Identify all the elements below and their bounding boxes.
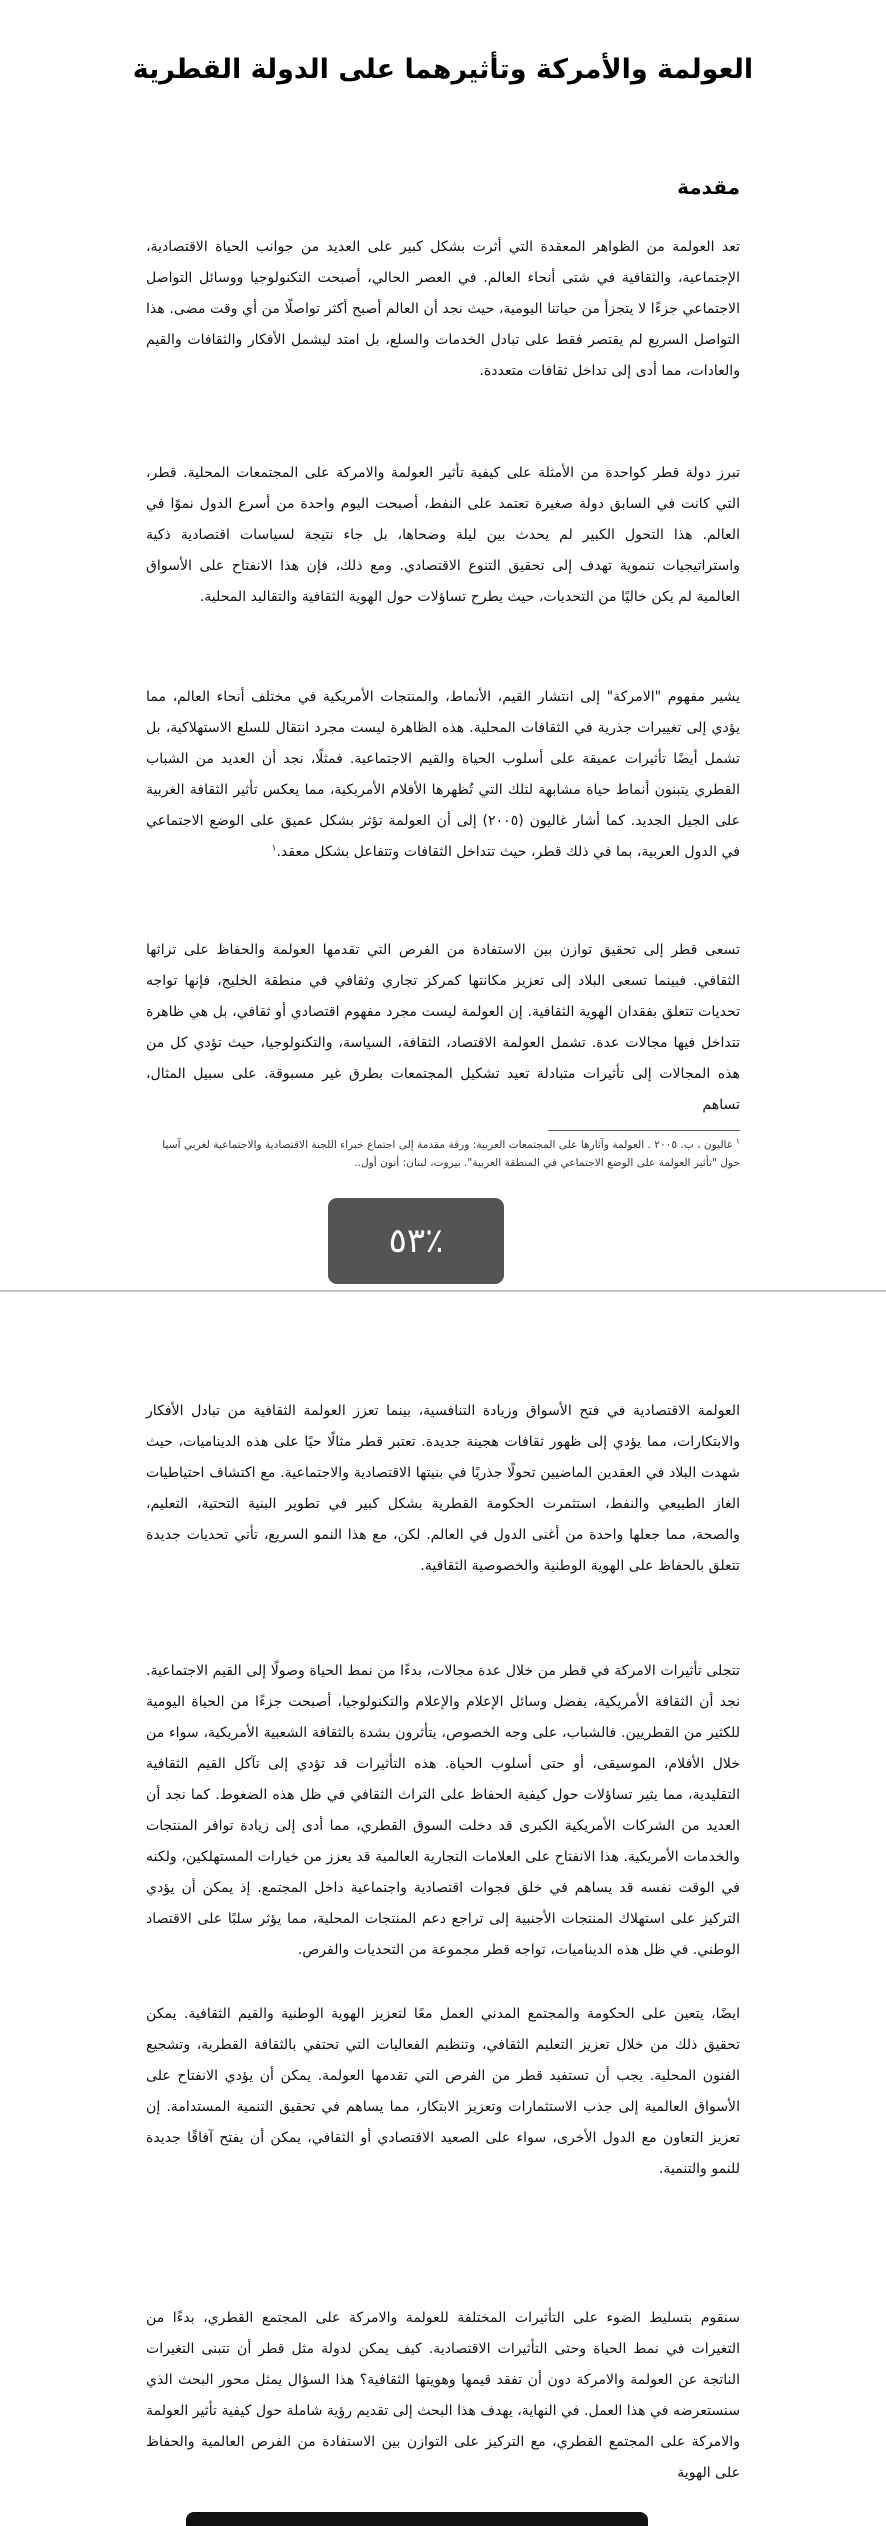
paragraph: تتجلى تأثيرات الامركة في قطر من خلال عدة مجالات، بدءًا من نمط الحياة وصولًا إلى القيم الاجتماعية. نجد أن الثقافة الأمريكية، بفضل وسائل الإعلام والإعلام والتكنولوجيا، أصبحت جزءًا من الحياة اليومية للكثير من القطريين. فالشباب، على وجه الخصوص، يتأثرون بشدة بالثقافة الشعبية الأمريكية، سواء من خلال الأفلام، الموسيقى، أو حتى أسلوب الحياة. هذه التأثيرات قد تؤدي إلى تآكل القيم الثقافية التقليدية، مما يثير تساؤلات حول كيفية الحفاظ على التراث الثقافي في ظل هذه الضغوط. كما نجد أن العديد من الشركات الأمريكية الكبرى قد دخلت السوق القطري، مما أدى إلى زيادة توافر المنتجات والخدمات الأمريكية. هذا الانفتاح على العلامات التجارية العالمية قد يعزز من خيارات المستهلكين، ولكنه في الوقت نفسه قد يساهم في خلق فجوات اقتصادية واجتماعية داخل المجتمع. إذ يمكن أن يؤدي التركيز على استهلاك المنتجات الأجنبية إلى تراجع دعم المنتجات المحلية، مما يؤثر سلبًا على الاقتصاد الوطني. في ظل هذه الديناميات، تواجه قطر مجموعة من التحديات والفرص. (146, 1663, 740, 1958)
paragraph: سنقوم بتسليط الضوء على التأثيرات المختلفة للعولمة والامركة على المجتمع القطري، بدءًا من التغيرات في نمط الحياة وحتى التأثيرات الاقتصادية. كيف يمكن لدولة مثل قطر أن تتبنى التغيرات الناتجة عن العولمة والامركة دون أن تفقد قيمها وهويتها الثقافية؟ هذا السؤال يمثل محور البحث الذي سنستعرضه في هذا العمل. في النهاية، يهدف هذا البحث إلى تقديم رؤية شاملة حول كيفية تأثير العولمة والامركة على المجتمع القطري، مع التركيز على التوازن بين الاستفادة من الفرص العالمية والحفاظ على الهوية (146, 2310, 740, 2481)
footnote (146, 1136, 740, 1172)
paragraph-text: يشير مفهوم "الامركة" إلى انتشار القيم، الأنماط، والمنتجات الأمريكية في مختلف أنحاء العالم، مما يؤدي إلى تغييرات جذرية في الثقافات المحلية. هذه الظاهرة ليست مجرد انتقال للسلع الاستهلاكية، بل تشمل أيضًا تأثيرات عميقة على أسلوب الحياة والقيم الاجتماعية. فمثلًا، نجد أن العديد من الشباب القطري يتبنون أنماط حياة مشابهة لتلك التي تُظهرها الأفلام الأمريكية، مما يعكس تأثير الثقافة الغربية على الجيل الجديد. كما أشار غاليون (٢٠٠٥) إلى أن العولمة تؤثر بشكل عميق على الوضع الاجتماعي في الدول العربية، بما في ذلك قطر، حيث تتداخل الثقافات وتتفاعل بشكل معقد. (146, 689, 740, 860)
footnote-text: غاليون ، ب. ٢٠٠٥ . العولمة وآثارها على المجتمعات العربية: ورقة مقدمة إلى اجتماع خبراء اللجنة الاقتصادية والاجتماعية لغربي آسيا حول "تأثير العولمة على الوضع الاجتماعي في المنطقة العربية". بيروت، لبنان: أنون أول.. (162, 1139, 740, 1169)
reading-progress-badge (328, 1198, 504, 1284)
paragraph: تبرز دولة قطر كواحدة من الأمثلة على كيفية تأثير العولمة والامركة على المجتمعات المحلية. قطر، التي كانت في السابق دولة صغيرة تعتمد على النفط، أصبحت اليوم واحدة من أسرع الدول نموًا في العالم. هذا التحول الكبير لم يحدث بين ليلة وضحاها، بل جاء نتيجة لسياسات اقتصادية ذكية واستراتيجيات تنموية تهدف إلى تحقيق التنوع الاقتصادي. ومع ذلك، فإن هذا الانفتاح على الأسواق العالمية لم يكن خاليًا من التحديات، حيث يطرح تساؤلات حول الهوية الثقافية والتقاليد المحلية. (146, 465, 740, 605)
footnote-number: ١ (735, 1136, 740, 1146)
bottom-toolbar-edge[interactable] (186, 2512, 648, 2526)
paragraph: ايضًا، يتعين على الحكومة والمجتمع المدني العمل معًا لتعزيز الهوية الوطنية والقيم الثقافية. يمكن تحقيق ذلك من خلال تعزيز التعليم الثقافي، وتنظيم الفعاليات التي تحتفي بالثقافة القطرية، وتشجيع الفنون المحلية. يجب أن تستفيد قطر من الفرص التي تقدمها العولمة. يمكن أن يؤدي الانفتاح على الأسواق العالمية إلى جذب الاستثمارات وتعزيز الابتكار، مما يساهم في تحقيق التنمية المستدامة. إن تعزيز التعاون مع الدول الأخرى، سواء على الصعيد الاقتصادي أو الثقافي، يمكن أن يفتح آفاقًا جديدة للنمو والتنمية. (146, 2006, 740, 2177)
footnote-divider (548, 1130, 740, 1131)
document-title: العولمة والأمركة وتأثيرهما على الدولة القطرية (132, 54, 754, 85)
section-heading-introduction: مقدمة (677, 175, 740, 199)
paragraph: تعد العولمة من الظواهر المعقدة التي أثرت بشكل كبير على العديد من جوانب الحياة الاقتصادية، الإجتماعية، والثقافية في شتى أنحاء العالم. في العصر الحالي، أصبحت التكنولوجيا ووسائل التواصل الاجتماعي جزءًا لا يتجزأ من حياتنا اليومية، حيث نجد أن العالم أصبح أكثر تواصلًا من أي وقت مضى. هذا التواصل السريع لم يقتصر فقط على تبادل الخدمات والسلع، بل امتد ليشمل الأفكار والثقافات والقيم والعادات، مما أدى إلى تداخل ثقافات متعددة. (146, 239, 740, 379)
reading-progress-label: ٪٥٣ (388, 1221, 444, 1261)
paragraph: العولمة الاقتصادية في فتح الأسواق وزيادة التنافسية، بينما تعزز العولمة الثقافية من تبادل الأفكار والابتكارات، مما يؤدي إلى ظهور ثقافات هجينة جديدة. تعتبر قطر مثالًا حيًا على هذه الديناميات، حيث شهدت البلاد في العقدين الماضيين تحولًا جذريًا في بنيتها الاقتصادية والاجتماعية. مع اكتشاف احتياطيات الغاز الطبيعي والنفط، استثمرت الحكومة القطرية بشكل كبير في تطوير البنية التحتية، التعليم، والصحة، مما جعلها واحدة من أغنى الدول في العالم. لكن، مع هذا النمو السريع، تأتي تحديات جديدة تتعلق بالحفاظ على الهوية الوطنية والخصوصية الثقافية. (146, 1403, 740, 1574)
paragraph-with-footnote-ref (146, 682, 740, 868)
footnote-reference[interactable]: ١ (271, 843, 277, 854)
paragraph: تسعى قطر إلى تحقيق توازن بين الاستفادة من الفرص التي تقدمها العولمة والحفاظ على تراثها الثقافي. فبينما تسعى البلاد إلى تعزيز مكانتها كمركز تجاري وثقافي في منطقة الخليج، فإنها تواجه تحديات تتعلق بفقدان الهوية الثقافية. إن العولمة ليست مجرد مفهوم اقتصادي أو ثقافي، بل هي ظاهرة تتداخل فيها مجالات عدة. تشمل العولمة الاقتصاد، الثقافة، السياسة، والتكنولوجيا، حيث تؤدي كل من هذه المجالات إلى تأثيرات متبادلة تعيد تشكيل المجتمعات بطرق غير مسبوقة. على سبيل المثال، تساهم (146, 942, 740, 1113)
